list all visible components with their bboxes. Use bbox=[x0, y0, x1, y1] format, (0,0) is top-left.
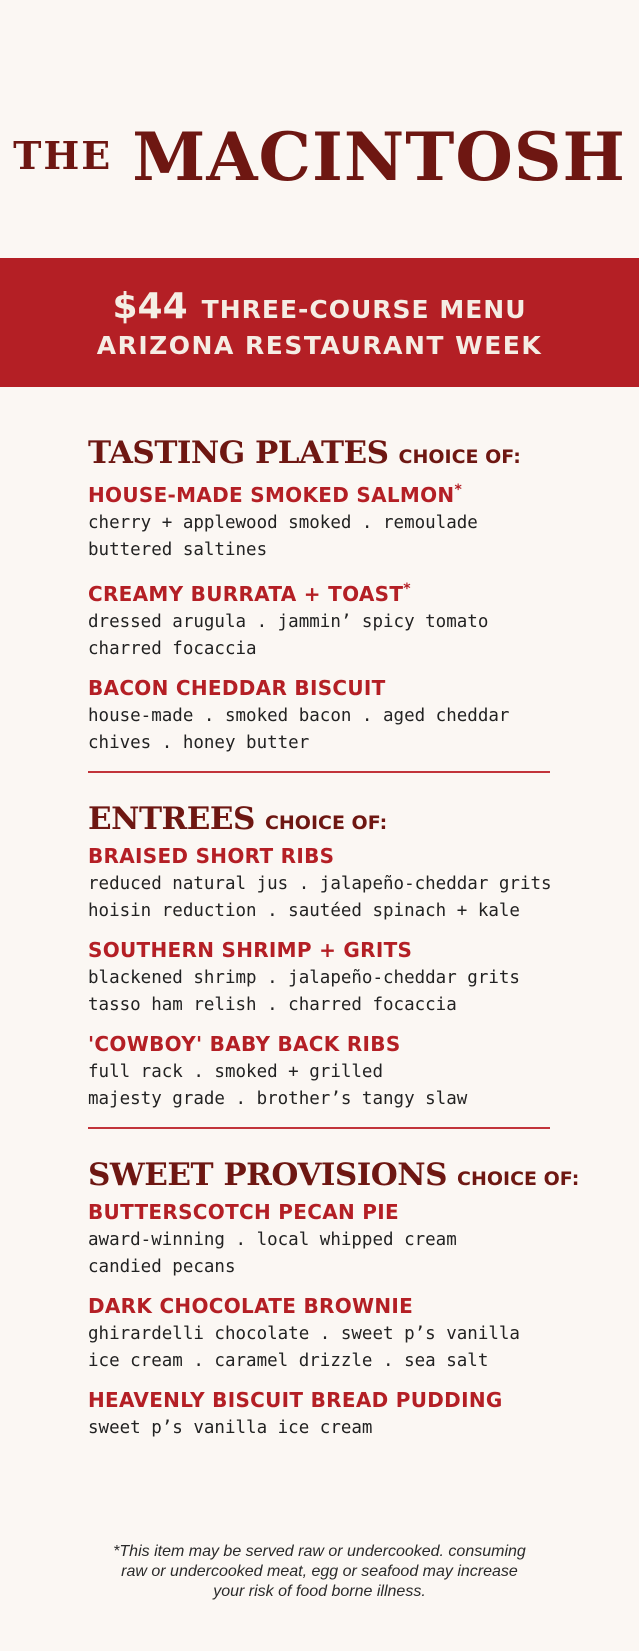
menu-item bbox=[88, 935, 550, 1019]
menu-item bbox=[88, 673, 550, 757]
item-description-line: ice cream . caramel drizzle . sea salt bbox=[88, 1351, 489, 1371]
item-description-line: cherry + applewood smoked . remoulade bbox=[88, 513, 478, 533]
item-name: SOUTHERN SHRIMP + GRITS bbox=[88, 938, 413, 962]
banner-line-1 bbox=[112, 286, 526, 327]
item-description-line: full rack . smoked + grilled bbox=[88, 1062, 384, 1082]
food-safety-disclaimer bbox=[0, 1542, 639, 1602]
event-name: ARIZONA RESTAURANT WEEK bbox=[96, 330, 543, 360]
item-description-line: ghirardelli chocolate . sweet p’s vanilla bbox=[88, 1324, 520, 1344]
disclaimer-line: *This item may be served raw or undercooked. consuming bbox=[113, 1543, 526, 1560]
section-title: ENTREES bbox=[88, 801, 255, 837]
item-description-line: reduced natural jus . jalapeño-cheddar grits bbox=[88, 874, 552, 894]
menu-item bbox=[88, 475, 550, 564]
raw-warning-mark: * bbox=[403, 581, 411, 597]
item-name: HOUSE-MADE SMOKED SALMON* bbox=[88, 482, 463, 507]
menu-item bbox=[88, 1197, 550, 1281]
raw-warning-mark: * bbox=[454, 482, 463, 498]
item-description-line: chives . honey butter bbox=[88, 733, 310, 753]
section-header bbox=[88, 801, 550, 837]
section-tasting-plates bbox=[88, 435, 550, 757]
section-header bbox=[88, 435, 550, 471]
item-description-line: majesty grade . brother’s tangy slaw bbox=[88, 1089, 468, 1109]
logo-prefix: THE bbox=[13, 133, 113, 178]
item-description-line: hoisin reduction . sautéed spinach + kale bbox=[88, 901, 520, 921]
item-description-line: sweet p’s vanilla ice cream bbox=[88, 1418, 373, 1438]
section-choice-label: CHOICE OF: bbox=[398, 446, 521, 468]
section-title: SWEET PROVISIONS bbox=[88, 1157, 448, 1193]
section-choice-label: CHOICE OF: bbox=[457, 1168, 580, 1190]
item-description-line: buttered saltines bbox=[88, 540, 268, 560]
item-name: BACON CHEDDAR BISCUIT bbox=[88, 676, 386, 700]
section-sweet-provisions bbox=[88, 1157, 580, 1442]
item-description-line: award-winning . local whipped cream bbox=[88, 1230, 457, 1250]
item-description-line: candied pecans bbox=[88, 1257, 236, 1277]
price-banner bbox=[0, 258, 639, 387]
item-name: HEAVENLY BISCUIT BREAD PUDDING bbox=[88, 1388, 503, 1412]
restaurant-logo bbox=[0, 110, 639, 196]
menu-body bbox=[88, 435, 580, 1452]
section-divider bbox=[88, 1127, 550, 1129]
section-header bbox=[88, 1157, 580, 1193]
menu-item bbox=[88, 1029, 550, 1113]
menu-price: $44 bbox=[112, 285, 188, 327]
menu-type: THREE-COURSE MENU bbox=[201, 294, 527, 324]
item-description-line: dressed arugula . jammin’ spicy tomato bbox=[88, 612, 489, 632]
disclaimer-line: raw or undercooked meat, egg or seafood may increase bbox=[121, 1563, 518, 1580]
section-divider bbox=[88, 771, 550, 773]
item-description-line: blackened shrimp . jalapeño-cheddar grits bbox=[88, 968, 520, 988]
disclaimer-line: your risk of food borne illness. bbox=[213, 1583, 426, 1600]
item-name: BRAISED SHORT RIBS bbox=[88, 844, 335, 868]
item-name: BUTTERSCOTCH PECAN PIE bbox=[88, 1200, 399, 1224]
item-description-line: house-made . smoked bacon . aged cheddar bbox=[88, 706, 510, 726]
item-name: 'COWBOY' BABY BACK RIBS bbox=[88, 1032, 401, 1056]
item-description-line: charred focaccia bbox=[88, 639, 257, 659]
menu-item bbox=[88, 841, 550, 925]
logo-name: MACINTOSH bbox=[132, 118, 626, 196]
section-choice-label: CHOICE OF: bbox=[264, 812, 388, 834]
menu-item bbox=[88, 574, 550, 663]
menu-item bbox=[88, 1291, 550, 1375]
menu-item bbox=[88, 1385, 550, 1442]
item-name: DARK CHOCOLATE BROWNIE bbox=[88, 1294, 414, 1318]
item-name: CREAMY BURRATA + TOAST* bbox=[88, 581, 411, 606]
section-entrees bbox=[88, 801, 550, 1113]
section-title: TASTING PLATES bbox=[88, 435, 389, 471]
item-description-line: tasso ham relish . charred focaccia bbox=[88, 995, 457, 1015]
